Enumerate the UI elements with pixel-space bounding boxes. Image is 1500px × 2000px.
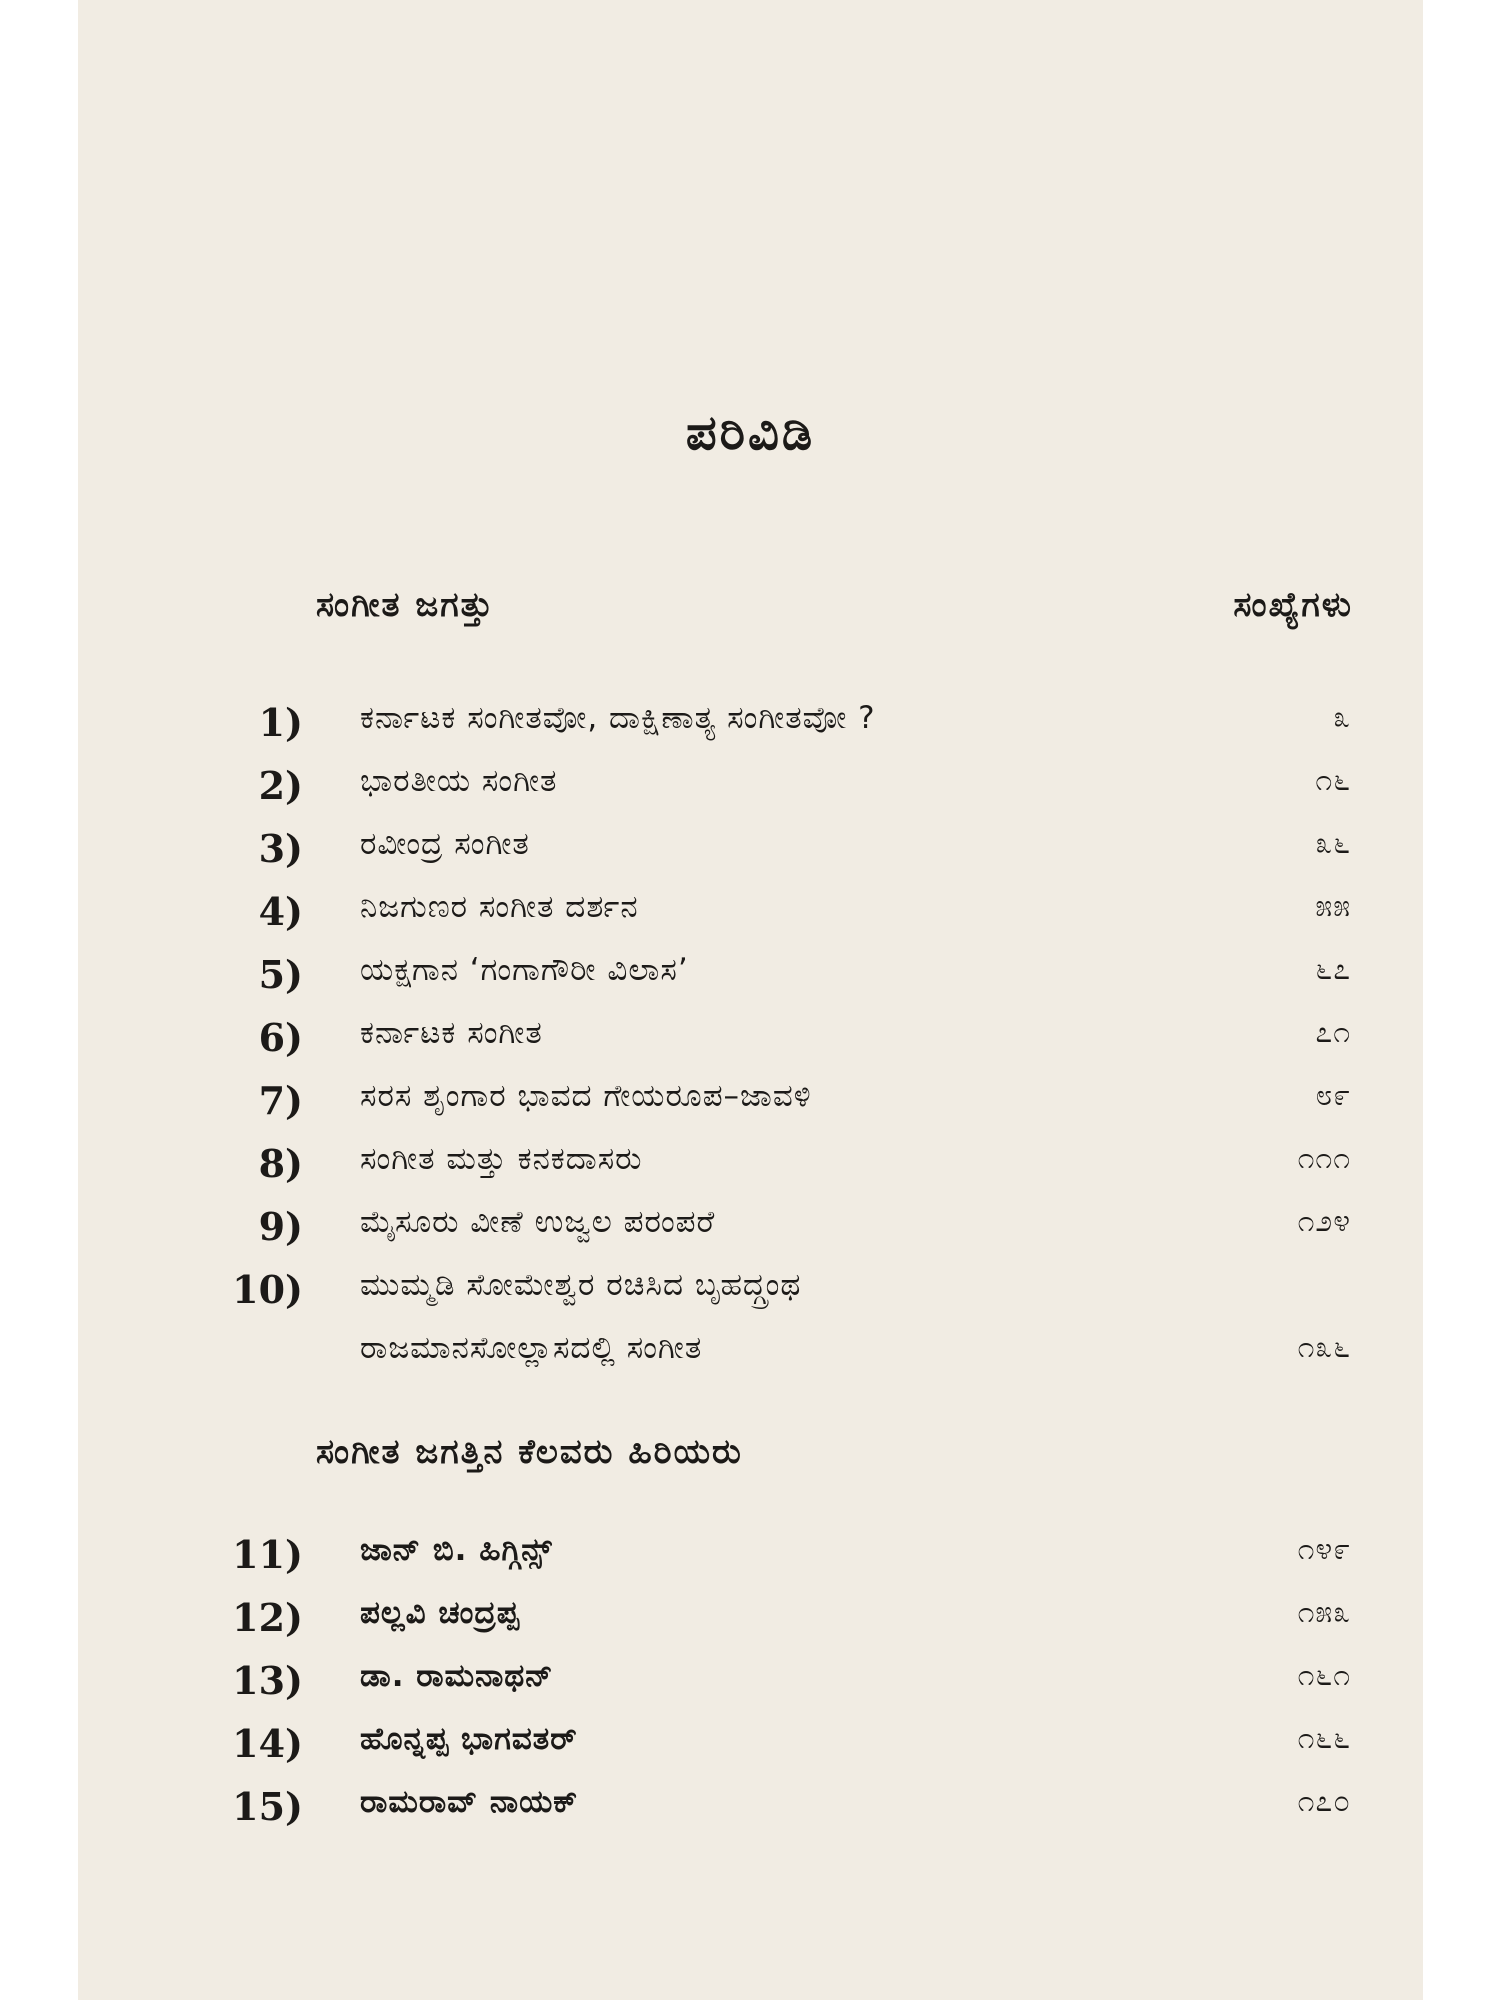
entry-page: ೧೪೯ <box>1297 1532 1351 1567</box>
entry-title: ಡಾ. ರಾಮನಾಥನ್ <box>360 1658 554 1694</box>
toc-entry <box>78 1595 1423 1655</box>
toc-entry <box>78 1330 1423 1390</box>
entry-title: ಮುಮ್ಮಡಿ ಸೋಮೇಶ್ವರ ರಚಿಸಿದ ಬೃಹದ್ಗ್ರಂಥ <box>360 1267 802 1303</box>
entry-title: ನಿಜಗುಣರ ಸಂಗೀತ ದರ್ಶನ <box>360 889 639 925</box>
entry-title: ಪಲ್ಲವಿ ಚಂದ್ರಪ್ಪ <box>360 1595 520 1631</box>
entry-page: ೧೧೧ <box>1297 1141 1351 1176</box>
entry-number: 14) <box>232 1721 303 1766</box>
toc-entry <box>78 826 1423 886</box>
entry-title: ಸರಸ ಶೃಂಗಾರ ಭಾವದ ಗೇಯರೂಪ–ಜಾವಳಿ <box>360 1078 812 1114</box>
entry-number: 10) <box>232 1267 303 1312</box>
entry-number: 15) <box>232 1784 303 1829</box>
toc-entry <box>78 889 1423 949</box>
toc-entry <box>78 1078 1423 1138</box>
column-header: ಸಂಖ್ಯೆಗಳು <box>1233 585 1353 625</box>
entry-number: 13) <box>232 1658 303 1703</box>
entry-number: 4) <box>258 889 303 934</box>
entry-title: ರವೀಂದ್ರ ಸಂಗೀತ <box>360 826 530 862</box>
entry-page: ೮೯ <box>1315 1078 1351 1113</box>
entry-page: ೧೨೪ <box>1297 1204 1351 1239</box>
entry-number: 7) <box>258 1078 303 1123</box>
entry-page: ೩ <box>1333 700 1351 735</box>
toc-entry <box>78 1141 1423 1201</box>
entry-page: ೧೬ <box>1315 763 1351 798</box>
entry-title: ರಾಜಮಾನಸೋಲ್ಲಾಸದಲ್ಲಿ ಸಂಗೀತ <box>360 1330 703 1366</box>
book-page <box>78 0 1423 2000</box>
page-title: ಪರಿವಿಡಿ <box>685 405 816 461</box>
entry-number: 6) <box>258 1015 303 1060</box>
entry-number: 5) <box>258 952 303 997</box>
entry-title: ಕರ್ನಾಟಕ ಸಂಗೀತವೋ, ದಾಕ್ಷಿಣಾತ್ಯ ಸಂಗೀತವೋ ? <box>360 700 876 736</box>
entry-title: ಸಂಗೀತ ಮತ್ತು ಕನಕದಾಸರು <box>360 1141 643 1177</box>
toc-entry <box>78 1721 1423 1781</box>
entry-number: 1) <box>258 700 303 745</box>
entry-title: ಯಕ್ಷಗಾನ ‘ಗಂಗಾಗೌರೀ ವಿಲಾಸ’ <box>360 952 689 988</box>
entry-title: ರಾಮರಾವ್ ನಾಯಕ್ <box>360 1784 579 1820</box>
entry-page: ೧೭೦ <box>1297 1784 1351 1819</box>
toc-entry <box>78 1532 1423 1592</box>
entry-number: 11) <box>232 1532 303 1577</box>
entry-page: ೩೬ <box>1315 826 1351 861</box>
entry-number: 9) <box>258 1204 303 1249</box>
entry-page: ೧೬೧ <box>1297 1658 1351 1693</box>
toc-entry <box>78 763 1423 823</box>
toc-entry <box>78 1015 1423 1075</box>
entry-title: ಕರ್ನಾಟಕ ಸಂಗೀತ <box>360 1015 543 1051</box>
entry-page: ೫೫ <box>1315 889 1351 924</box>
entry-title: ಹೊನ್ನಪ್ಪ ಭಾಗವತರ್ <box>360 1721 578 1757</box>
entry-page: ೭೧ <box>1315 1015 1351 1050</box>
toc-entry <box>78 1784 1423 1844</box>
entry-number: 8) <box>258 1141 303 1186</box>
entry-number: 2) <box>258 763 303 808</box>
toc-entry <box>78 952 1423 1012</box>
section-heading-1: ಸಂಗೀತ ಜಗತ್ತು <box>316 585 495 625</box>
section-heading-2: ಸಂಗೀತ ಜಗತ್ತಿನ ಕೆಲವರು ಹಿರಿಯರು <box>316 1432 743 1472</box>
entry-number: 12) <box>232 1595 303 1640</box>
toc-entry <box>78 1267 1423 1327</box>
toc-entry <box>78 1658 1423 1718</box>
entry-title: ಮೈಸೂರು ವೀಣೆ ಉಜ್ವಲ ಪರಂಪರೆ <box>360 1204 716 1240</box>
entry-page: ೬೭ <box>1315 952 1351 987</box>
entry-number: 3) <box>258 826 303 871</box>
entry-page: ೧೫೩ <box>1297 1595 1351 1630</box>
toc-entry <box>78 1204 1423 1264</box>
entry-page: ೧೩೬ <box>1297 1330 1351 1365</box>
entry-page: ೧೬೬ <box>1297 1721 1351 1756</box>
entry-title: ಭಾರತೀಯ ಸಂಗೀತ <box>360 763 558 799</box>
entry-title: ಜಾನ್ ಬಿ. ಹಿಗ್ಗಿನ್ಸ್ <box>360 1532 553 1568</box>
toc-entry <box>78 700 1423 760</box>
